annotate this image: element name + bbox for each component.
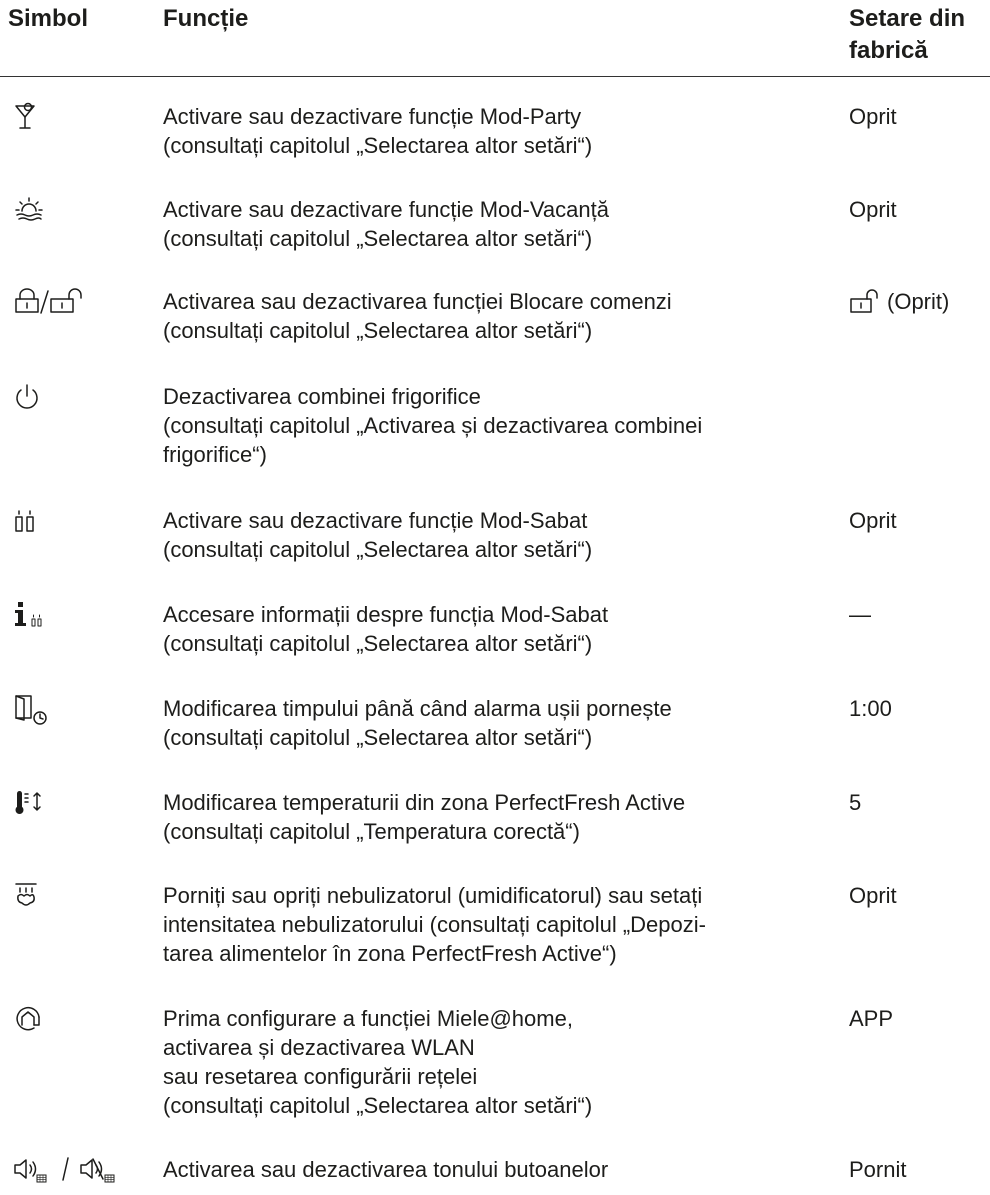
factory-setting: Pornit (849, 1157, 907, 1182)
humidifier-icon (13, 881, 153, 911)
factory-setting: 1:00 (849, 696, 892, 721)
function-text: Activare sau dezactivare funcție Mod-Party (consultați capitolul „Selectarea altor setări“) (163, 104, 593, 158)
door-alarm-timer-icon (13, 694, 153, 724)
factory-setting: — (849, 602, 871, 627)
power-icon (13, 382, 153, 412)
header-setare-line2: fabrică (849, 37, 928, 64)
vacation-sun-icon (13, 195, 153, 225)
factory-setting: (Oprit) (849, 287, 949, 316)
lock-unlock-icon (13, 287, 153, 317)
factory-setting: Oprit (849, 883, 897, 908)
thermometer-adjust-icon (13, 788, 153, 818)
miele-home-icon (13, 1004, 153, 1034)
factory-setting: Oprit (849, 104, 897, 129)
header-setare-line1: Setare din (849, 5, 966, 32)
function-text: Dezactivarea combinei frigorifice (consultați capitolul „Activarea și dezactivarea combinei frigorifice“) (163, 384, 703, 467)
function-text: Modificarea temperaturii din zona PerfectFresh Active (consultați capitolul „Temperatura corectă“) (163, 790, 686, 844)
party-icon (13, 102, 153, 132)
function-text: Activare sau dezactivare funcție Mod-Vacanță (consultați capitolul „Selectarea altor setări“) (163, 197, 609, 251)
function-text: Prima configurare a funcției Miele@home, activarea și dezactivarea WLAN sau resetarea configurării rețelei (consultați capitolul „Selectarea altor setări“) (163, 1006, 593, 1118)
header-functie: Funcție (163, 5, 249, 32)
function-text: Activarea sau dezactivarea tonului butoanelor (163, 1157, 609, 1182)
info-sabbath-icon (13, 600, 153, 630)
factory-setting: 5 (849, 790, 862, 815)
header-simbol: Simbol (8, 5, 89, 32)
function-text: Accesare informații despre funcția Mod-Sabat (consultați capitolul „Selectarea altor setări“) (163, 602, 609, 656)
function-text: Modificarea timpului până când alarma ușii pornește (consultați capitolul „Selectarea altor setări“) (163, 696, 672, 750)
factory-setting: APP (849, 1006, 894, 1031)
button-tone-icon (13, 1155, 153, 1185)
function-text: Porniți sau opriți nebulizatorul (umidificatorul) sau setați intensitatea nebulizatorului (consultați capitolul „Depozi- tarea alimentelor în zona PerfectFresh Active“) (163, 883, 706, 966)
factory-setting: Oprit (849, 197, 897, 222)
header-divider (0, 76, 990, 77)
sabbath-candles-icon (13, 506, 153, 536)
function-text: Activare sau dezactivare funcție Mod-Sabat (consultați capitolul „Selectarea altor setări“) (163, 508, 593, 562)
unlock-icon (849, 289, 881, 315)
function-text: Activarea sau dezactivarea funcției Blocare comenzi (consultați capitolul „Selectarea altor setări“) (163, 289, 672, 343)
factory-setting: Oprit (849, 508, 897, 533)
header-setare-din-fabrica (849, 3, 989, 67)
